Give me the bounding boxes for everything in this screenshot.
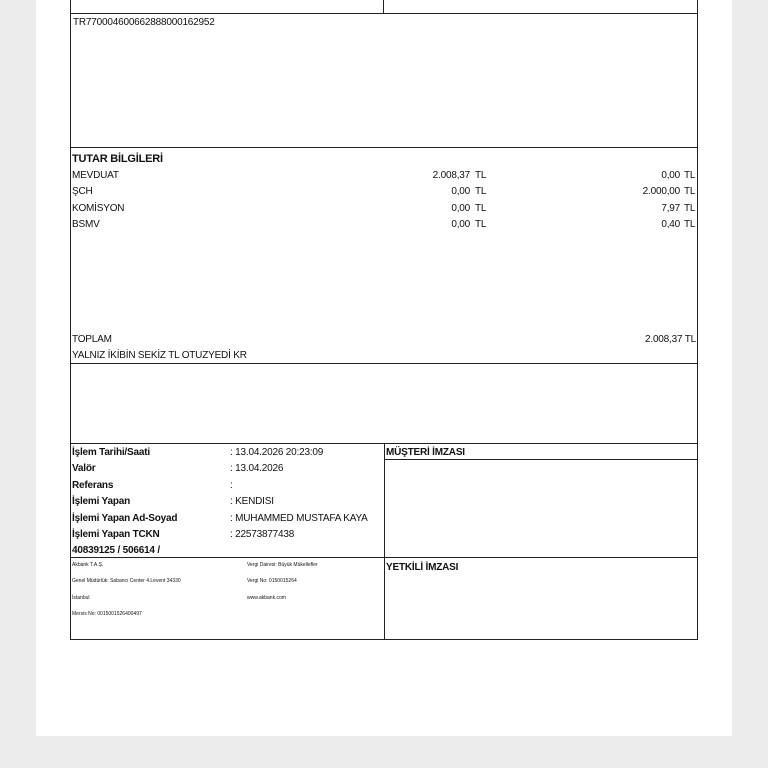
customer-signature-divider <box>384 459 698 460</box>
transaction-label: İşlemi Yapan <box>72 496 131 507</box>
amount-value-2: 2.000,00 <box>642 186 680 197</box>
amount-value-2: 7,97 <box>661 203 680 214</box>
bank-name: Akbank T.A.Ş. <box>72 562 104 568</box>
bank-tax-no: Vergi No: 0150015264 <box>247 578 297 584</box>
transaction-label: İşlemi Yapan TCKN <box>72 529 160 540</box>
branch-code: 40839125 / 506614 / <box>72 545 160 556</box>
customer-signature-label: MÜŞTERİ İMZASI <box>386 447 465 458</box>
transaction-value: : 13.04.2026 20:23:09 <box>230 447 324 458</box>
blank-box <box>70 363 698 444</box>
amount-currency-1: TL <box>475 170 487 181</box>
amount-currency-2: TL <box>684 170 696 181</box>
transaction-value: : <box>230 480 233 491</box>
transaction-value: : 22573877438 <box>230 529 295 540</box>
bank-tax-office: Vergi Dairesi: Büyük Mükellefler <box>247 562 318 568</box>
transaction-label: İşlemi Yapan Ad-Soyad <box>72 513 178 524</box>
total-label: TOPLAM <box>72 334 112 345</box>
amount-label: ŞCH <box>72 186 93 197</box>
amount-label: BSMV <box>72 219 100 230</box>
bank-website[interactable]: www.akbank.com <box>247 595 286 601</box>
amount-value-2: 0,00 <box>661 170 680 181</box>
transaction-value: : MUHAMMED MUSTAFA KAYA <box>230 513 368 524</box>
amount-currency-1: TL <box>475 186 487 197</box>
iban-text: TR770004600662888000162952 <box>73 17 215 28</box>
iban-box <box>70 13 698 148</box>
transaction-label: İşlem Tarihi/Saati <box>72 447 150 458</box>
amount-currency-2: TL <box>684 219 696 230</box>
amount-value-2: 0,40 <box>661 219 680 230</box>
bank-mersis: Mersis No: 0015001526400497 <box>72 611 142 617</box>
authorized-signature-label: YETKİLİ İMZASI <box>386 562 459 573</box>
amount-currency-2: TL <box>684 203 696 214</box>
transaction-value: : KENDISI <box>230 496 274 507</box>
transaction-label: Referans <box>72 480 114 491</box>
amount-in-words: YALNIZ İKİBİN SEKİZ TL OTUZYEDİ KR <box>72 350 247 361</box>
bank-city: İstanbul <box>72 595 90 601</box>
top-section-box <box>70 0 698 14</box>
bank-info-box <box>70 557 385 640</box>
amount-currency-2: TL <box>684 186 696 197</box>
bank-hq: Genel Müdürlük: Sabancı Center 4.Levent 34330 <box>72 578 181 584</box>
amount-label: MEVDUAT <box>72 170 119 181</box>
amount-value-1: 2.008,37 <box>432 170 470 181</box>
amount-value-1: 0,00 <box>451 186 470 197</box>
amount-currency-1: TL <box>475 203 487 214</box>
transaction-value: : 13.04.2026 <box>230 463 284 474</box>
amount-value-1: 0,00 <box>451 219 470 230</box>
transaction-label: Valör <box>72 463 96 474</box>
top-section-divider <box>383 0 384 14</box>
customer-signature-box <box>384 443 698 558</box>
amount-label: KOMİSYON <box>72 203 125 214</box>
total-value: 2.008,37 TL <box>645 334 696 345</box>
amount-value-1: 0,00 <box>451 203 470 214</box>
amounts-heading: TUTAR BİLGİLERİ <box>72 153 163 165</box>
amount-currency-1: TL <box>475 219 487 230</box>
